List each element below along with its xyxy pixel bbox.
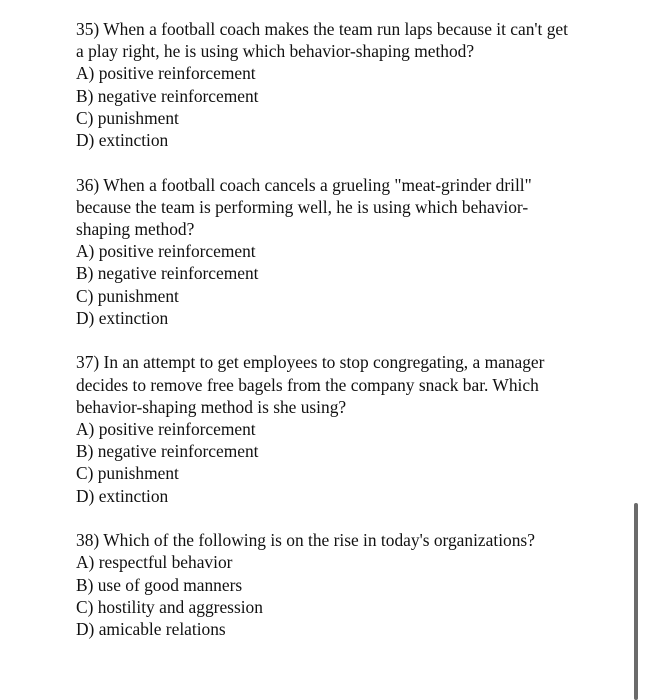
option-d: D) extinction	[76, 485, 169, 506]
option-d: D) amicable relations	[76, 619, 226, 640]
vertical-scrollbar[interactable]	[634, 503, 638, 700]
option-b: B) use of good manners	[76, 574, 243, 595]
question-stem: 36) When a football coach cancels a grueling "meat-grinder drill" because the team is performing well, he is using which behavior-shaping method?	[76, 174, 532, 240]
question-stem: 37) In an attempt to get employees to stop congregating, a manager decides to remove free bagels from the company snack bar. Which behavior-shaping method is she using?	[76, 352, 545, 417]
option-a: A) positive reinforcement	[76, 419, 256, 440]
question-35	[76, 18, 576, 151]
question-stem: 38) Which of the following is on the rise in today's organizations?	[76, 530, 535, 551]
option-a: A) respectful behavior	[76, 552, 233, 573]
option-b: B) negative reinforcement	[76, 85, 259, 106]
option-b: B) negative reinforcement	[76, 263, 259, 284]
option-c: C) punishment	[76, 463, 179, 484]
question-36	[76, 174, 576, 329]
question-stem: 35) When a football coach makes the team run laps because it can't get a play right, he is using which behavior-shaping method?	[76, 19, 568, 62]
option-d: D) extinction	[76, 130, 169, 151]
question-38	[76, 529, 576, 640]
question-37	[76, 351, 576, 506]
option-d: D) extinction	[76, 307, 169, 328]
option-a: A) positive reinforcement	[76, 241, 256, 262]
question-list	[76, 18, 576, 663]
option-c: C) hostility and aggression	[76, 596, 263, 617]
option-a: A) positive reinforcement	[76, 63, 256, 84]
option-b: B) negative reinforcement	[76, 441, 259, 462]
option-c: C) punishment	[76, 107, 179, 128]
option-c: C) punishment	[76, 285, 179, 306]
